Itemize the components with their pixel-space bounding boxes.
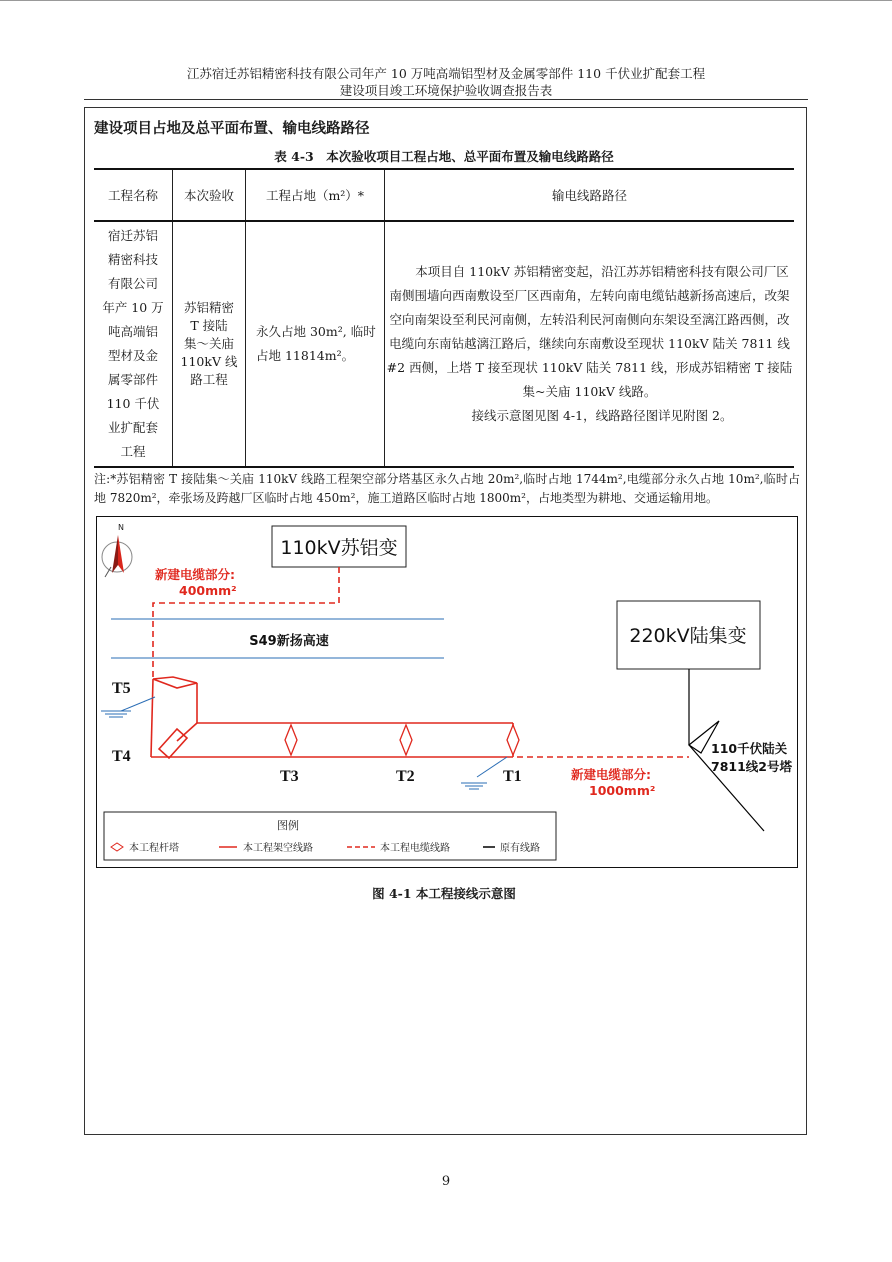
tower-t5-label: T5 <box>112 680 131 697</box>
scope-line: 集～关庙 <box>183 336 234 351</box>
scope-line: T 接陆 <box>190 318 228 333</box>
page-top-border <box>0 0 892 1</box>
tower-t2-label: T2 <box>396 768 415 785</box>
report-header-line1: 江苏宿迁苏铝精密科技有限公司年产 10 万吨高端铝型材及金属零部件 110 千伏业扩配套工程 <box>186 66 706 81</box>
cell-land <box>246 221 385 467</box>
land-line: 永久占地 30m², 临时 <box>256 324 376 339</box>
tower-t3-label: T3 <box>280 768 299 785</box>
legend-item-tower: 本工程杆塔 <box>129 843 179 854</box>
col-header-project-name: 工程名称 <box>94 169 173 221</box>
figure-caption: 图 4-1 本工程接线示意图 <box>372 886 516 901</box>
report-header-line2: 建设项目竣工环境保护验收调查报告表 <box>339 83 553 98</box>
tower-t1-label: T1 <box>503 768 522 785</box>
cable-bottom-value: 1000mm² <box>589 783 656 798</box>
name-line: 宿迁苏铝 <box>107 228 158 243</box>
cell-route <box>385 221 795 467</box>
header-divider <box>84 99 808 100</box>
grounding-icon-t5 <box>101 697 155 717</box>
route-paragraph: 本项目自 110kV 苏铝精密变起，沿江苏苏铝精密科技有限公司厂区南侧围墙向西南敷设至厂区西南角，左转向南电缆钻越新扬高速后，改架空向南架设至利民河南侧，左转沿利民河南侧向东架设至漓江路西侧，改电缆向东南钻越漓江路后，继续向东南敷设至现状 110kV 陆关 7811 线#2 西侧，上塔 T 接至现状 110kV 陆关 7811 线，形成苏铝精密 T 接陆集~关庙 110kV 线路。 <box>386 264 793 399</box>
name-line: 工程 <box>120 444 146 459</box>
name-line: 属零部件 <box>107 372 158 387</box>
cell-project-name <box>94 221 173 467</box>
page-number: 9 <box>441 1174 451 1189</box>
substation-220kv-label: 220kV陆集变 <box>629 625 747 647</box>
name-line: 精密科技 <box>107 252 158 267</box>
grounding-icon-t1 <box>461 757 507 789</box>
land-route-table <box>94 168 794 468</box>
cable-top-value: 400mm² <box>179 583 237 598</box>
col-header-route: 输电线路路径 <box>385 169 795 221</box>
table-caption: 表 4-3 本次验收项目工程占地、总平面布置及输电线路路径 <box>274 149 614 164</box>
north-compass-icon <box>102 523 132 577</box>
legend-item-existing: 原有线路 <box>500 843 540 854</box>
name-line: 110 千伏 <box>106 396 160 411</box>
tower-t3-icon <box>285 725 297 755</box>
legend-item-cable: 本工程电缆线路 <box>380 843 450 854</box>
wiring-diagram-svg <box>97 517 797 867</box>
existing-tower-label-1: 110千伏陆关 <box>711 741 788 756</box>
cable-top-label: 新建电缆部分: <box>155 567 235 582</box>
wiring-diagram <box>96 516 798 868</box>
land-line: 占地 11814m²。 <box>256 348 355 363</box>
existing-tower-label-2: 7811线2号塔 <box>711 759 792 774</box>
section-title: 建设项目占地及总平面布置、输电线路路径 <box>94 120 370 137</box>
col-header-land: 工程占地（m²）* <box>246 169 385 221</box>
scope-line: 110kV 线 <box>180 354 238 369</box>
table-note: 注:*苏铝精密 T 接陆集～关庙 110kV 线路工程架空部分塔基区永久占地 20m²,临时占地 1744m²,电缆部分永久占地 10m²,临时占地 7820m²，牵张场及跨越厂区临时占地 450m²，施工道路区临时占地 1800m²，占地类型为耕地、交通运输用地。 <box>94 472 800 505</box>
name-line: 有限公司 <box>107 276 158 291</box>
name-line: 型材及金 <box>107 348 158 363</box>
highway-label: S49新扬高速 <box>249 634 329 649</box>
compass-label: N <box>118 523 124 532</box>
overhead-line-route <box>151 677 513 758</box>
name-line: 吨高端铝 <box>107 324 158 339</box>
tower-t4-label: T4 <box>112 748 131 765</box>
legend-item-overhead: 本工程架空线路 <box>243 843 313 854</box>
col-header-scope: 本次验收 <box>173 169 246 221</box>
tower-t1-icon <box>507 725 519 755</box>
cell-scope <box>173 221 246 467</box>
table-row <box>94 221 794 467</box>
scope-line: 路工程 <box>190 372 228 387</box>
name-line: 年产 10 万 <box>102 300 164 315</box>
table-header-row <box>94 169 794 221</box>
substation-110kv-label: 110kV苏铝变 <box>280 537 398 559</box>
scope-line: 苏铝精密 <box>183 300 234 315</box>
route-reference: 接线示意图见图 4-1，线路路径图详见附图 2。 <box>471 408 733 423</box>
name-line: 业扩配套 <box>107 420 158 435</box>
tower-t2-icon <box>400 725 412 755</box>
cable-bottom-label: 新建电缆部分: <box>571 767 651 782</box>
existing-line-south <box>689 745 764 831</box>
legend-title: 图例 <box>277 819 299 832</box>
